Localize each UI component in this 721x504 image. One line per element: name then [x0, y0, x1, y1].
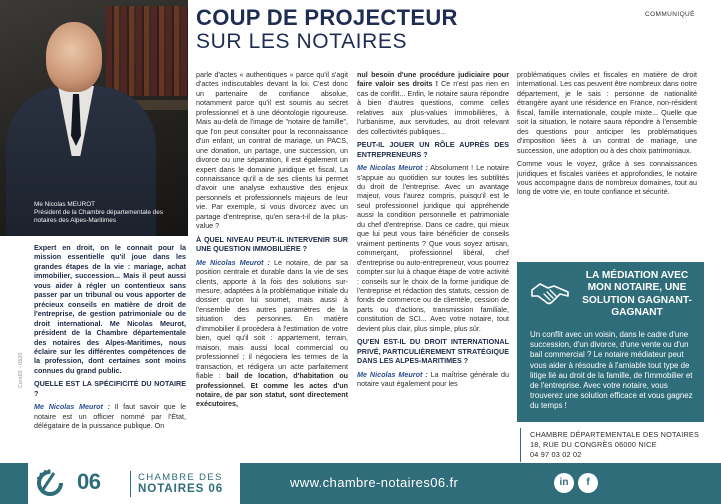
speaker-label: Me Nicolas Meurot : — [196, 257, 270, 267]
paragraph: problématiques civiles et fiscales en matière de droit international. Les cas peuvent être nombreux dans notre département, je le sais : personne de nationalité étrangère ayant une résidence en France, non-résident fiscal, famille internationale, couple mixte... Quelle que soit la situation, le notaire saura répondre à l'ensemble des questions pour anticiper les problématiques d'imposition liées à un contrat de mariage, une succession, une adoption ou à des choix patrimoniaux. — [517, 70, 697, 155]
side-reference: Cors02 - 0620 — [18, 352, 24, 388]
answer-3 — [357, 163, 509, 333]
chambre-logo — [28, 463, 240, 504]
question-3: PEUT-IL JOUER UN RÔLE AUPRÈS DES ENTREPRENEURS ? — [357, 140, 509, 159]
paragraph-bold: nul besoin d'une procédure judiciaire pour faire valoir ses droits ! — [357, 70, 509, 89]
question-2: À QUEL NIVEAU PEUT-IL INTERVENIR SUR UNE QUESTION IMMOBILIÈRE ? — [196, 234, 348, 254]
bookshelf-decor — [106, 6, 188, 96]
logo-number: 06 — [77, 469, 101, 494]
mediation-title: LA MÉDIATION AVEC MON NOTAIRE, UNE SOLUTION GAGNANT-GAGNANT — [582, 270, 692, 319]
footer-bar — [0, 463, 721, 504]
contact-divider — [520, 428, 521, 462]
answer-1-text: Il faut savoir que le notaire est un officier nommé par l'État, délégataire de la puissance publique. On — [34, 402, 186, 431]
logo-mark-icon — [34, 467, 74, 499]
column-1 — [34, 243, 186, 435]
caption-name: Me Nicolas MEUROT — [34, 201, 96, 208]
answer-1 — [34, 402, 186, 430]
portrait-head — [46, 22, 102, 92]
speaker-label: Me Nicolas Meurot : — [34, 402, 111, 412]
speaker-label: Me Nicolas Meurot : — [357, 369, 428, 379]
answer-2-text: Le notaire, de par sa position centrale et durable dans la vie de ses clients, apporte à la fois des solutions sur-mesure, adaptées à la problématique initiale du dossier qu'on lui soumet, mais aussi à l'ensemble des autres paramètres de la situation des personnes. En matière d'immobilier il procèdera à l'estimation de votre bien, quel qu'il soit : appartement, terrain, maison, mais aussi local commercial ou professionnel ; il négociera les termes de la transaction, et rédigera un acte parfaitement fiable : — [196, 257, 348, 381]
linkedin-icon[interactable]: in — [554, 473, 574, 493]
column-4 — [517, 70, 697, 201]
photo-caption — [34, 201, 184, 225]
title-line-1: COUP DE PROJECTEUR — [196, 5, 458, 30]
answer-2-bold: bail de location, d'habitation ou professionnel. Et comme les actes d'un notaire, de par son statut, sont directement exécutoires, — [196, 371, 348, 409]
answer-4 — [357, 370, 509, 389]
answer-4-text: La maîtrise générale du notaire vaut également pour les — [357, 369, 509, 389]
facebook-icon[interactable]: f — [578, 473, 598, 493]
logo-line-2: NOTAIRES 06 — [138, 482, 224, 495]
answer-2 — [196, 258, 348, 409]
website-link[interactable]: www.chambre-notaires06.fr — [290, 475, 459, 490]
logo-line-1: CHAMBRE DES — [138, 472, 223, 483]
contact-address: 18, RUE DU CONGRÈS 06000 NICE — [530, 440, 657, 449]
caption-role: Président de la Chambre départementale des notaires des Alpes-Maritimes — [34, 209, 163, 224]
question-4: QU'EN EST-IL DU DROIT INTERNATIONAL PRIVÉ, PARTICULIÈREMENT STRATÉGIQUE DANS LES ALPES-MARITIMES ? — [357, 337, 509, 366]
question-1: QUELLE EST LA SPÉCIFICITÉ DU NOTAIRE ? — [34, 379, 186, 398]
contact-phone[interactable]: 04 97 03 02 02 — [530, 450, 582, 459]
handshake-icon — [530, 280, 570, 308]
portrait-photo — [0, 0, 188, 236]
mediation-text: Un conflit avec un voisin, dans le cadre d'une succession, d'un divorce, d'une vente ou d'un bail commercial ? Le notaire médiateur peut vous aider à résoudre à l'amiable tout type de litige lié au droit de la famille, de l'immobilier et de l'entreprise. Avec votre notaire, vous trouverez une solution efficace et vous gagnez du temps ! — [530, 330, 693, 411]
article-title — [196, 6, 458, 54]
logo-separator — [130, 471, 131, 497]
paragraph: Comme vous le voyez, grâce à ses connaissances juridiques et fiscales variées et approfondies, le notaire vous accompagne dans de nombreux domaines, tout au long de votre vie, en toute confiance et sécurité. — [517, 159, 697, 197]
paragraph-text: Ce n'est pas rien en cas de conflit... Enfin, le notaire saura répondre à bien d'autres questions, comme celles relatives aux plus-values immobilières, à l'urbanisme, aux servitudes, au droit relevant des collectivités publiques... — [357, 79, 509, 136]
intro-paragraph: Expert en droit, on le connait pour la mission essentielle qu'il joue dans les grandes étapes de la vie : mariage, achat immobilier, succession... Mais il peut aussi vous aider à régler un contentieux sans passer par un tribunal ou vous apporter de précieux conseils en matière de droit de l'entreprise, de gestion patrimoniale ou de droit international. Me Nicolas Meurot, président de la Chambre départementale des notaires des Alpes-Maritimes, nous éclaire sur les différentes compétences de la profession, dont certaines sont moins connues du grand public. — [34, 243, 186, 375]
title-line-2: SUR LES NOTAIRES — [196, 30, 408, 53]
speaker-label: Me Nicolas Meurot : — [357, 163, 428, 173]
contact-block — [530, 430, 710, 460]
column-3 — [357, 70, 509, 393]
column-2 — [196, 70, 348, 413]
contact-name: CHAMBRE DÉPARTEMENTALE DES NOTAIRES — [530, 430, 700, 439]
paragraph: parle d'actes « authentiques » parce qu'il s'agit d'actes indiscutables devant la loi. C'est donc un partenaire de confiance absolue, notamment parce qu'il est soumis au secret professionnel et à une déontologie rigoureuse. Mais au-delà de l'image de "notaire de famille", que l'on peut consulter pour la reconnaissance d'un enfant, un contrat de mariage, un PACS, une donation, un partage, une succession, un divorce ou une séparation, il est également un expert dans le domaine juridique et fiscal. La connaissance qu'il a de ses clients lui permet d'avoir une analyse exhaustive des enjeux personnels et professionnels majeurs de leur vie. Par exemple, si vous divorcez avec un partage d'entreprise, qu'en sera-t-il de la plus-value ? — [196, 70, 348, 231]
communique-tag: COMMUNIQUÉ — [645, 11, 695, 18]
mediation-box — [517, 262, 704, 422]
answer-3-text: Absolument ! Le notaire s'appuie au quotidien sur toutes les subtilités du droit de l'entreprise. Avec un avantage majeur, vous l'aurez compris, puisqu'il est le seul professionnel juridique qui appréhende aussi la condition personnelle et patrimoniale du chef d'entreprise. Dans ce cadre, qui mieux que lui peut vous faire bénéficier de conseils vraiment pertinents ? Que vous soyez artisan, commerçant, professionnel libéral, chef d'entreprise ou auto-entrepreneur, vous pourrez compter sur lui à chaque étape de votre activité : conseils sur le choix de la forme juridique de l'entreprise et rédaction des statuts, cession de fonds de commerce ou de clientèle, cession de parts ou d'actions, transmission familiale, constitution de SCI... Avec votre notaire, tout devient plus clair, plus simple, plus sûr. — [357, 163, 510, 333]
paragraph — [357, 70, 509, 136]
